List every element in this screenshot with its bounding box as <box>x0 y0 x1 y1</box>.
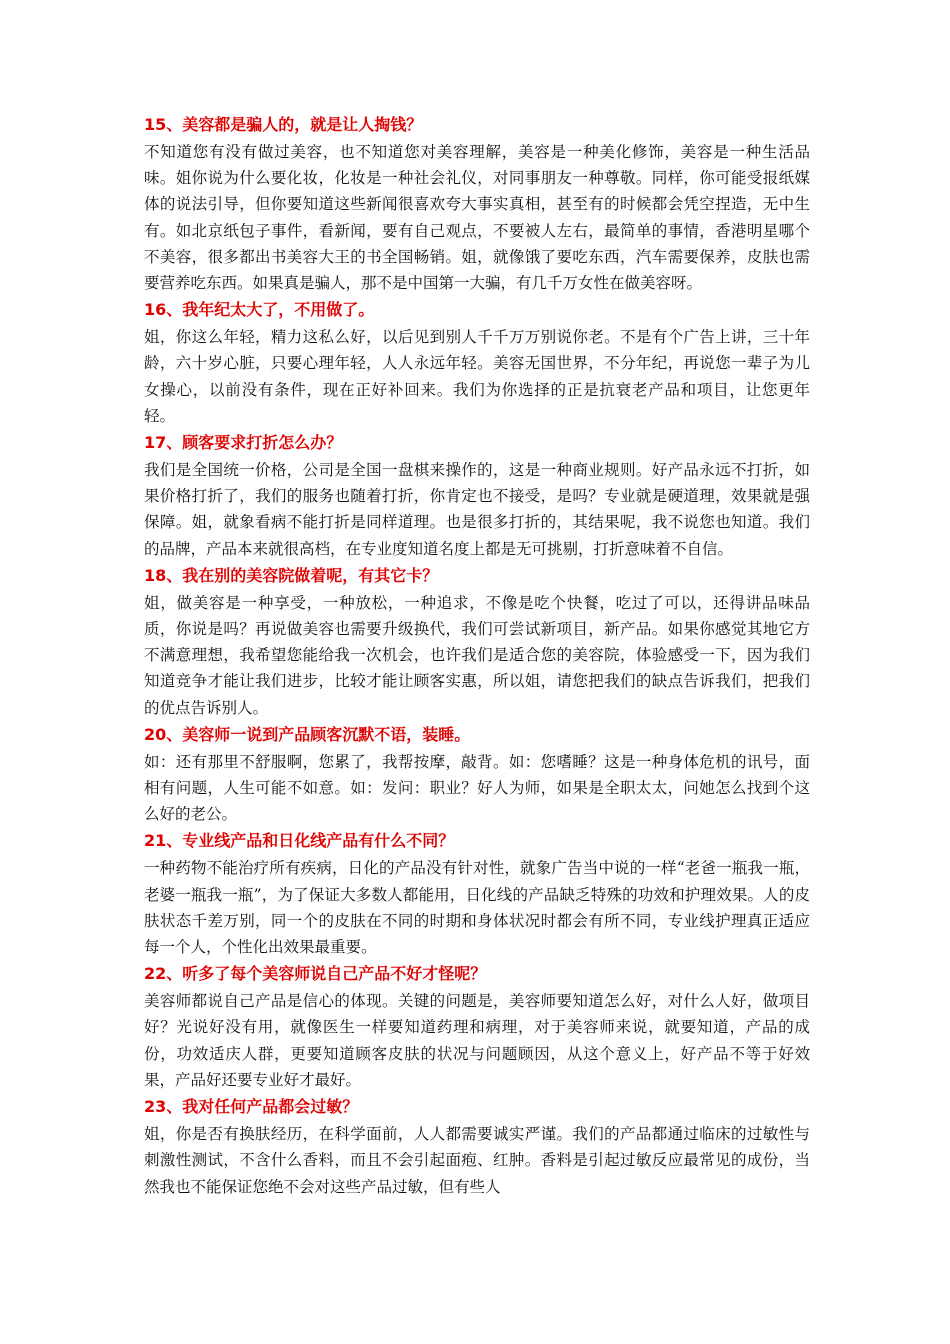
section-body: 我们是全国统一价格，公司是全国一盘棋来操作的，这是一种商业规则。好产品永远不打折，如果价格打折了，我们的服务也随着打折，你肯定也不接受，是吗？专业就是硬道理，效果就是强保障。姐，就象看病不能打折是同样道理。也是很多打折的，其结果呢，我不说您也知道。我们的品牌，产品本来就很高档，在专业度知道名度上都是无可挑剔，打折意味着不自信。 <box>144 461 810 558</box>
section-heading: 18、我在别的美容院做着呢，有其它卡？ <box>144 565 439 585</box>
qa-section-17 <box>144 430 810 562</box>
section-body: 姐，你这么年轻，精力这私么好，以后见到别人千千万万别说你老。不是有个广告上讲，三十年龄，六十岁心脏，只要心理年轻，人人永远年轻。美容无国世界，不分年纪，再说您一辈子为儿女操心，以前没有条件，现在正好补回来。我们为你选择的正是抗衰老产品和项目，让您更年轻。 <box>144 328 810 425</box>
qa-section-18 <box>144 563 810 721</box>
section-body: 美容师都说自己产品是信心的体现。关键的问题是，美容师要知道怎么好，对什么人好，做项目好？光说好没有用，就像医生一样要知道药理和病理，对于美容师来说，就要知道，产品的成份，功效适庆人群，更要知道顾客皮肤的状况与问题顾因，从这个意义上，好产品不等于好效果，产品好还要专业好才最好。 <box>144 992 810 1089</box>
qa-section-21 <box>144 828 810 960</box>
section-body: 如：还有那里不舒服啊，您累了，我帮按摩，敲背。如：您嗜睡？这是一种身体危机的讯号，面相有问题，人生可能不如意。如：发问：职业？好人为师，如果是全职太太，问她怎么找到个这么好的老公。 <box>144 752 810 824</box>
section-heading: 17、顾客要求打折怎么办？ <box>144 433 343 453</box>
section-body: 姐，你是否有换肤经历，在科学面前，人人都需要诚实严谨。我们的产品都通过临床的过敏性与刺激性测试，不含什么香料，而且不会引起面疱、红肿。香料是引起过敏反应最常见的成份，当然我也不能保证您绝不会对这些产品过敏，但有些人 <box>144 1125 810 1196</box>
qa-section-16 <box>144 297 810 429</box>
section-heading: 22、听多了每个美容师说自己产品不好才怪呢？ <box>144 964 487 984</box>
section-heading: 20、美容师一说到产品顾客沉默不语，装睡。 <box>144 724 471 744</box>
section-body: 不知道您有没有做过美容，也不知道您对美容理解，美容是一种美化修饰，美容是一种生活品味。姐你说为什么要化妆，化妆是一种社会礼仪，对同事朋友一种尊敬。同样，你可能受报纸媒体的说法引导，但你要知道这些新闻很喜欢夸大事实真相，甚至有的时候都会凭空捏造，无中生有。如北京纸包子事件，看新闻，要有自己观点，不要被人左右，最简单的事情，香港明星哪个不美容，很多都出书美容大王的书全国畅销。姐，就像饿了要吃东西，汽车需要保养，皮肤也需要营养吃东西。如果真是骗人，那不是中国第一大骗，有几千万女性在做美容呀。 <box>144 143 810 293</box>
section-body: 姐，做美容是一种享受，一种放松，一种追求，不像是吃个快餐，吃过了可以，还得讲品味品质，你说是吗？再说做美容也需要升级换代，我们可尝试新项目，新产品。如果你感觉其地它方不满意理想，我希望您能给我一次机会，也许我们是适合您的美容院，体验感受一下，因为我们知道竞争才能让我们进步，比较才能让顾客实惠，所以姐，请您把我们的缺点告诉我们，把我们的优点告诉别人。 <box>144 593 810 717</box>
section-heading: 21、专业线产品和日化线产品有什么不同？ <box>144 831 455 851</box>
section-heading: 15、美容都是骗人的，就是让人掏钱？ <box>144 115 423 134</box>
qa-section-20 <box>144 722 810 828</box>
section-body: 一种药物不能治疗所有疾病，日化的产品没有针对性，就象广告当中说的一样“老爸一瓶我一瓶，老婆一瓶我一瓶”，为了保证大多数人都能用，日化线的产品缺乏特殊的功效和护理效果。人的皮肤状态千差万别，同一个的皮肤在不同的时期和身体状况时都会有所不同，专业线护理真正适应每一个人，个性化出效果最重要。 <box>144 859 810 957</box>
section-heading: 23、我对任何产品都会过敏？ <box>144 1097 359 1117</box>
section-heading: 16、我年纪太大了，不用做了。 <box>144 300 375 320</box>
qa-section-15 <box>144 112 810 296</box>
qa-section-23 <box>144 1094 810 1200</box>
document-page <box>144 112 810 1201</box>
qa-section-22 <box>144 961 810 1093</box>
